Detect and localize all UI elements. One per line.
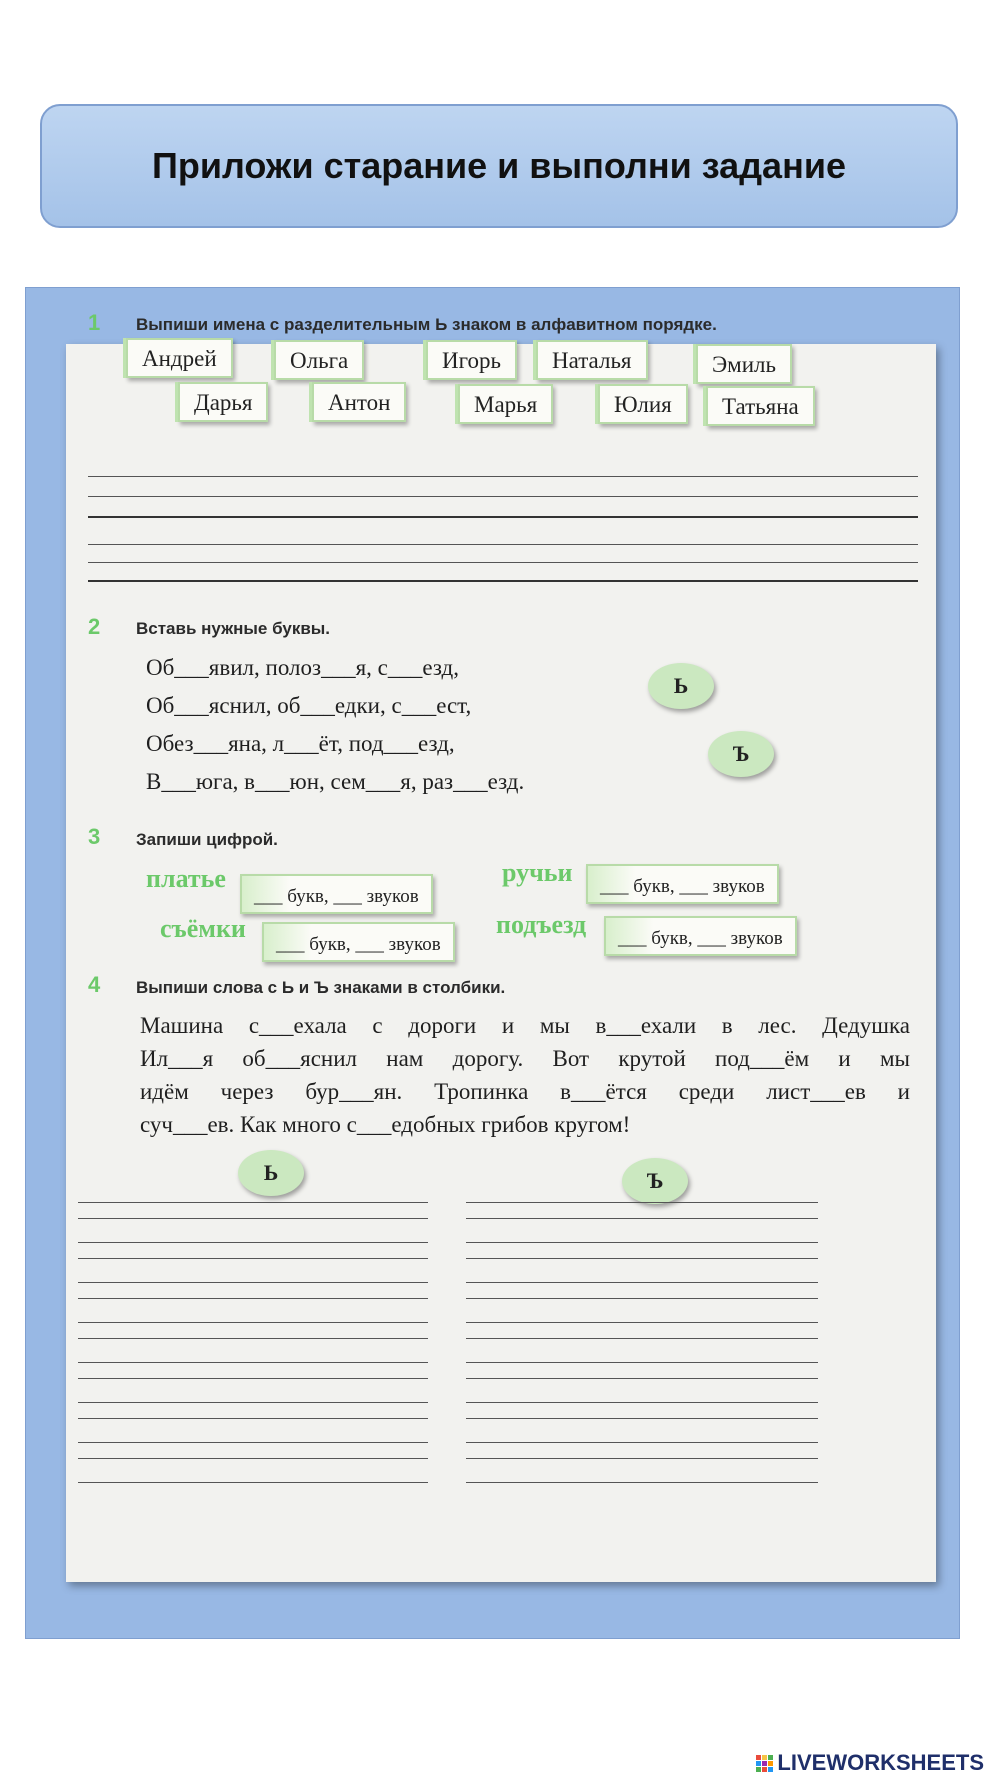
brand-name: LIVEWORKSHEETS — [777, 1750, 984, 1775]
task1-number: 1 — [88, 310, 101, 335]
answer-line[interactable] — [466, 1482, 818, 1483]
count-field-syomki[interactable]: ___ букв, ___ звуков — [262, 922, 455, 962]
count-field-platye[interactable]: ___ букв, ___ звуков — [240, 874, 433, 914]
answer-line[interactable] — [466, 1218, 818, 1219]
answer-line[interactable] — [466, 1322, 818, 1323]
answer-line[interactable] — [78, 1282, 428, 1283]
answer-line[interactable] — [466, 1418, 818, 1419]
answer-line[interactable] — [466, 1362, 818, 1363]
brand-footer — [756, 1750, 984, 1776]
answer-line[interactable] — [78, 1258, 428, 1259]
word-syomki: съёмки — [160, 914, 246, 943]
name-chip-natalya[interactable]: Наталья — [536, 340, 648, 380]
word-platye: платье — [146, 864, 226, 893]
answer-line[interactable] — [78, 1322, 428, 1323]
title-banner — [40, 104, 958, 228]
task4-text-line: Машина с___ехала с дороги и мы в___ехали в лес. Дедушка — [140, 1013, 910, 1038]
soft-sign-option[interactable]: Ь — [648, 663, 714, 709]
answer-line[interactable] — [78, 1418, 428, 1419]
count-field-podyezd[interactable]: ___ букв, ___ звуков — [604, 916, 797, 956]
answer-line[interactable] — [78, 1402, 428, 1403]
name-chip-darya[interactable]: Дарья — [178, 382, 268, 422]
task4-text-line: суч___ев. Как много с___едобных грибов кругом! — [140, 1112, 631, 1137]
task2-line: Об___явил, полоз___я, с___езд, — [146, 655, 460, 680]
answer-line[interactable] — [466, 1282, 818, 1283]
page-title: Приложи старание и выполни задание — [152, 145, 846, 186]
answer-line[interactable] — [78, 1442, 428, 1443]
word-ruchyi: ручьи — [502, 858, 573, 887]
answer-line[interactable] — [466, 1402, 818, 1403]
task3-number: 3 — [88, 824, 101, 849]
name-chip-yuliya[interactable]: Юлия — [598, 384, 688, 424]
answer-line[interactable] — [466, 1338, 818, 1339]
task4-text — [140, 1009, 910, 1141]
answer-line[interactable] — [466, 1458, 818, 1459]
answer-line[interactable] — [466, 1298, 818, 1299]
answer-line[interactable] — [78, 1298, 428, 1299]
answer-line[interactable] — [88, 580, 918, 582]
task1-instruction: Выпиши имена с разделительным Ь знаком в алфавитном порядке. — [136, 315, 717, 334]
answer-line[interactable] — [88, 496, 918, 497]
soft-sign-column-header: Ь — [238, 1150, 304, 1196]
answer-line[interactable] — [78, 1202, 428, 1203]
worksheet-page — [66, 310, 936, 1582]
name-chip-emil[interactable]: Эмиль — [696, 344, 792, 384]
word-podyezd: подъезд — [496, 910, 587, 939]
answer-line[interactable] — [78, 1378, 428, 1379]
task2-number: 2 — [88, 614, 101, 639]
answer-line[interactable] — [466, 1242, 818, 1243]
answer-line[interactable] — [78, 1242, 428, 1243]
name-chip-olga[interactable]: Ольга — [274, 340, 364, 380]
answer-line[interactable] — [78, 1458, 428, 1459]
task4-text-line: идём через бур___ян. Тропинка в___ётся среди лист___ев и — [140, 1079, 910, 1104]
name-chip-tatyana[interactable]: Татьяна — [706, 386, 815, 426]
task2-instruction: Вставь нужные буквы. — [136, 619, 331, 638]
task2-line: Об___яснил, об___едки, с___ест, — [146, 693, 472, 718]
task4-number: 4 — [88, 972, 101, 997]
task4-instruction: Выпиши слова с Ь и Ъ знаками в столбики. — [136, 978, 506, 997]
name-chip-marya[interactable]: Марья — [458, 384, 553, 424]
answer-line[interactable] — [78, 1218, 428, 1219]
task3-instruction: Запиши цифрой. — [136, 830, 278, 849]
answer-line[interactable] — [88, 476, 918, 477]
hard-sign-column-header: Ъ — [622, 1158, 688, 1204]
answer-line[interactable] — [466, 1378, 818, 1379]
answer-line[interactable] — [88, 544, 918, 545]
answer-line[interactable] — [466, 1202, 818, 1203]
name-chip-igor[interactable]: Игорь — [426, 340, 517, 380]
answer-line[interactable] — [78, 1362, 428, 1363]
answer-line[interactable] — [88, 562, 918, 563]
answer-line[interactable] — [78, 1482, 428, 1483]
task4-text-line: Ил___я об___яснил нам дорогу. Вот крутой под___ём и мы — [140, 1046, 910, 1071]
task2-line: В___юга, в___юн, сем___я, раз___езд. — [146, 769, 525, 794]
name-chip-andrey[interactable]: Андрей — [126, 338, 233, 378]
task2-line: Обез___яна, л___ёт, под___езд, — [146, 731, 455, 756]
brand-logo-icon — [756, 1755, 773, 1772]
answer-line[interactable] — [88, 516, 918, 518]
answer-line[interactable] — [78, 1338, 428, 1339]
answer-line[interactable] — [466, 1258, 818, 1259]
hard-sign-option[interactable]: Ъ — [708, 731, 774, 777]
answer-line[interactable] — [466, 1442, 818, 1443]
count-field-ruchyi[interactable]: ___ букв, ___ звуков — [586, 864, 779, 904]
name-chip-anton[interactable]: Антон — [312, 382, 406, 422]
